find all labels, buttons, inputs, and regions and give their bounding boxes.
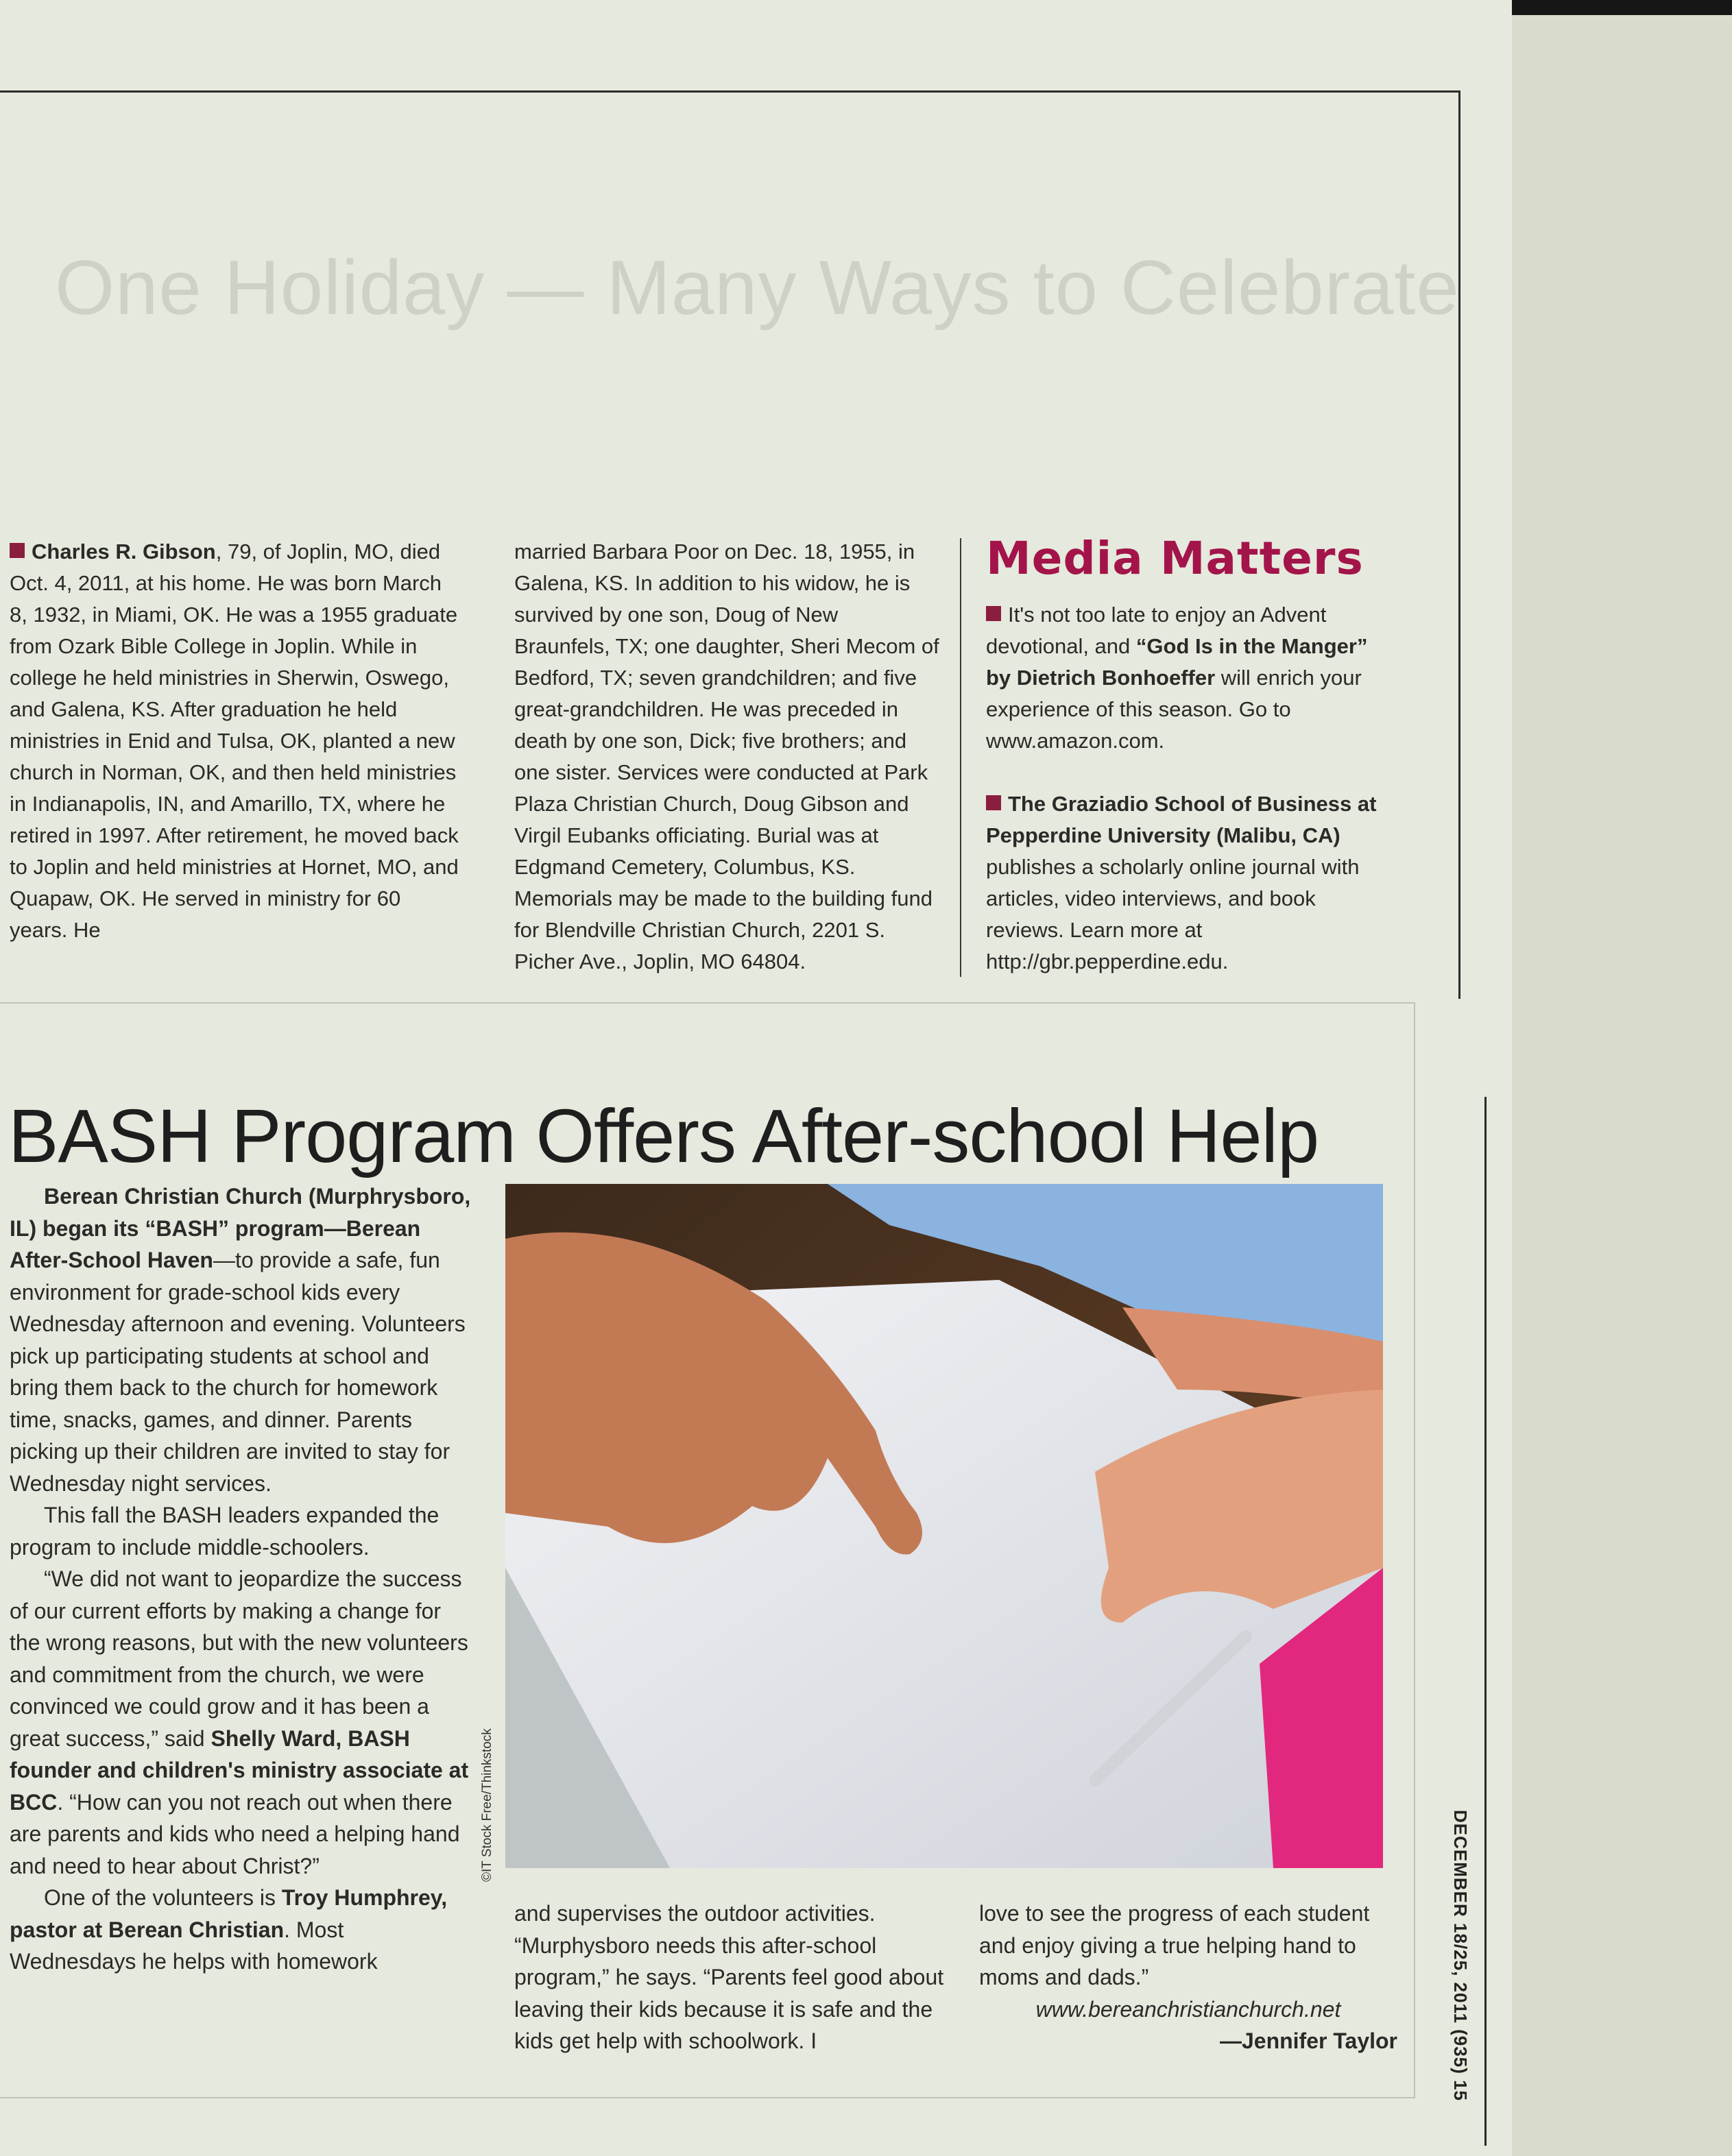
media-item-2	[986, 788, 1397, 978]
square-bullet-icon	[986, 795, 1001, 810]
article-column-2	[514, 1898, 953, 2057]
square-bullet-icon	[986, 606, 1001, 621]
article-lead: Berean Christian Church (Murphrysboro, IL) began its “BASH” program—Berean After-School Haven	[10, 1184, 471, 1272]
article-photo	[505, 1184, 1383, 1868]
media-item-1	[986, 599, 1397, 757]
media-matters-title: Media Matters	[986, 532, 1364, 585]
obituary-name: Charles R. Gibson	[32, 540, 216, 564]
church-url: www.bereanchristianchurch.net	[1035, 1996, 1341, 2022]
folio-date-page: DECEMBER 18/25, 2011 (935) 15	[1450, 1810, 1471, 2101]
article-paragraph-3	[10, 1563, 476, 1882]
right-rule	[1458, 90, 1460, 999]
show-through-heading: One Holiday — Many Ways to Celebrate	[55, 245, 1460, 330]
article-title: BASH Program Offers After-school Help	[8, 1093, 1319, 1178]
media-item-1-intro: It's not too late to enjoy an Advent devotional, and	[986, 603, 1327, 658]
sidebar-divider	[960, 538, 961, 977]
square-bullet-icon	[10, 543, 25, 558]
photo-credit: ©IT Stock Free/Thinkstock	[480, 1728, 494, 1882]
obituary-text-1: , 79, of Joplin, MO, died Oct. 4, 2011, at his home. He was born March 8, 1932, in Miami, OK. He was a 1955 graduate from Ozark Bible College in Joplin. While in college he held ministries in Sherwin, Oswego, and Galena, KS. After graduation he held ministries in Enid and Tulsa, OK, planted a new church in Norman, OK, and then held ministries in Indianapolis, IN, and Amarillo, TX, where he retired in 1997. After retirement, he moved back to Joplin and held ministries at Hornet, MO, and Quapaw, OK. He served in ministry for 60 years. He	[10, 540, 459, 942]
p3-post: . “How can you not reach out when there are parents and kids who need a helping hand and need to hear about Christ?”	[10, 1789, 460, 1878]
article-paragraph-2: This fall the BASH leaders expanded the program to include middle-schoolers.	[10, 1503, 440, 1560]
p3-pre: “We did not want to jeopardize the success of our current efforts by making a change for the wrong reasons, but with the new volunteers and commitment from the church, we were convinced we could grow and it has been a great success,” said	[10, 1566, 468, 1751]
obituary-text-2: married Barbara Poor on Dec. 18, 1955, in Galena, KS. In addition to his widow, he is survived by one son, Doug of New Braunfels, TX; one daughter, Sheri Mecom of Bedford, TX; seven grandchildren; and five great-grandchildren. He was preceded in death by one son, Dick; five brothers; and one sister. Services were conducted at Park Plaza Christian Church, Doug Gibson and Virgil Eubanks officiating. Burial was at Edgmand Cemetery, Columbus, KS. Memorials may be made to the building fund for Blendville Christian Church, 2201 S. Picher Ave., Joplin, MO 64804.	[514, 540, 939, 973]
p4-post: . Most Wednesdays he helps with homework	[10, 1917, 378, 1974]
media-item-1-book: “God Is in the Manger” by Dietrich Bonhoeffer	[986, 634, 1368, 690]
article-col2-text: and supervises the outdoor activities. “Murphysboro needs this after-school program,” he says. “Parents feel good about leaving their kids because it is safe and the kids get help with schoolwork. I	[514, 1901, 944, 2053]
article-p1-rest: —to provide a safe, fun environment for grade-school kids every Wednesday afternoon and evening. Volunteers pick up participating students at school and bring them back to the church for homework time, snacks, games, and dinner. Parents picking up their children are invited to stay for Wednesday night services.	[10, 1248, 466, 1496]
p4-pre: One of the volunteers is	[44, 1885, 282, 1910]
photo-homework-hands	[505, 1184, 1383, 1868]
p3-speaker: Shelly Ward, BASH founder and children's ministry associate at BCC	[10, 1725, 469, 1815]
obituary-column-2	[514, 536, 939, 978]
right-rule-lower	[1484, 1097, 1487, 2146]
article-paragraph-4	[10, 1882, 476, 1978]
article-col3-text: love to see the progress of each student and enjoy giving a true helping hand to moms and dads.”	[979, 1901, 1370, 1989]
adjacent-page-edge	[1512, 0, 1732, 2156]
obituary-column-1	[10, 536, 462, 946]
article-column-3	[979, 1898, 1397, 2057]
top-rule	[0, 90, 1459, 93]
article-column-1	[10, 1180, 476, 1978]
media-item-1-rest: will enrich your experience of this season. Go to www.amazon.com.	[986, 666, 1362, 753]
byline: —Jennifer Taylor	[1219, 2028, 1397, 2053]
media-matters-sidebar	[986, 528, 1397, 978]
scan-border	[1512, 0, 1732, 15]
article-paragraph-1	[10, 1180, 476, 1499]
media-item-2-rest: publishes a scholarly online journal with articles, video interviews, and book reviews. Learn more at http://gbr.pepperdine.edu.	[986, 855, 1360, 973]
p4-pastor: Troy Humphrey, pastor at Berean Christian	[10, 1885, 448, 1942]
media-item-2-school: The Graziadio School of Business at Pepperdine University (Malibu, CA)	[986, 792, 1377, 847]
